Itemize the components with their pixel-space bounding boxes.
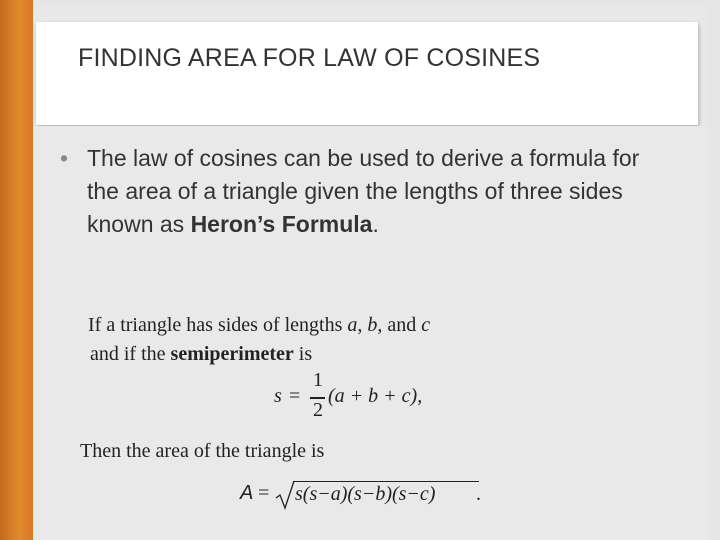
bullet-text-part2: . xyxy=(372,211,379,237)
var-b: b xyxy=(367,314,378,336)
bullet-text-part1: The law of cosines can be used to derive a formula for the area of a triangle given the lengths of three sides known as xyxy=(87,145,640,237)
var-a: a xyxy=(347,314,358,336)
bullet-item xyxy=(60,142,660,241)
herons-formula xyxy=(240,478,500,514)
bullet-marker: • xyxy=(60,145,69,171)
formula-a-lhs: A xyxy=(240,482,254,504)
definition-line-1 xyxy=(88,314,430,337)
formula-s-expression: (a + b + c), xyxy=(328,385,423,407)
accent-bar xyxy=(0,0,33,540)
var-c: c xyxy=(421,314,431,336)
separator: , xyxy=(357,314,368,336)
semiperimeter-formula xyxy=(272,370,452,426)
formula-equals: = xyxy=(289,385,301,407)
bullet-text xyxy=(87,142,660,241)
title-card xyxy=(36,22,698,125)
fraction-numerator: 1 xyxy=(313,369,323,391)
definition-text-2: and if the xyxy=(90,343,171,365)
definition-text-3: is xyxy=(293,343,313,365)
sqrt-radicand: s(s−a)(s−b)(s−c) xyxy=(295,483,436,505)
fraction-denominator: 2 xyxy=(313,399,323,421)
separator-and: , and xyxy=(377,314,422,336)
formula-s-lhs: s xyxy=(274,385,282,407)
slide-title: FINDING AREA FOR LAW OF COSINES xyxy=(78,44,541,72)
herons-formula-label: Heron’s Formula xyxy=(190,211,373,237)
formula-equals-2: = xyxy=(258,482,270,504)
formula-period: . xyxy=(476,483,481,505)
definition-text: If a triangle has sides of lengths xyxy=(88,314,348,336)
right-border xyxy=(708,0,720,540)
sqrt-symbol xyxy=(274,480,296,510)
semiperimeter-label: semiperimeter xyxy=(170,343,294,365)
area-intro: Then the area of the triangle is xyxy=(80,440,325,462)
definition-line-2 xyxy=(90,343,312,366)
